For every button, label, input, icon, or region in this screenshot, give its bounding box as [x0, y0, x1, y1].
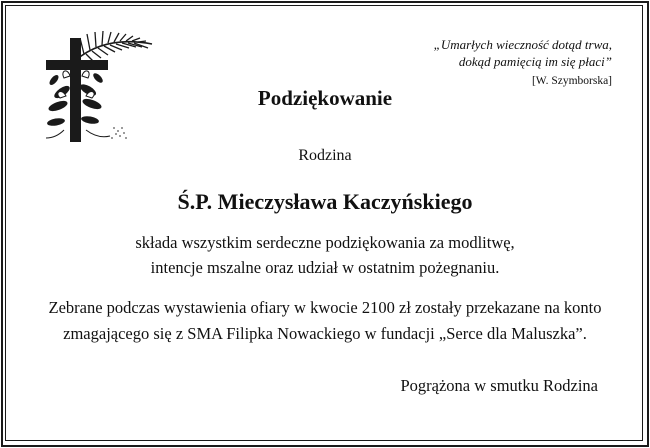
page-title: Podziękowanie — [257, 86, 393, 110]
donation-line-2: zmagającego się z SMA Filipka Nowackiego w fundacji „Serce dla Maluszka”. — [63, 324, 587, 343]
quote-line-2: dokąd pamięcią im się płaci” — [458, 54, 612, 69]
donation-line-1: Zebrane podczas wystawienia ofiary w kwocie 2100 zł zostały przekazane na konto — [48, 298, 602, 317]
deceased-name: Ś.P. Mieczysława Kaczyńskiego — [177, 189, 473, 214]
quote-line-1: „Umarłych wieczność dotąd trwa, — [433, 37, 612, 52]
signature: Pogrążona w smutku Rodzina — [400, 376, 598, 395]
quote-author: [W. Szymborska] — [531, 75, 612, 87]
thanks-line-2: intencje mszalne oraz udział w ostatnim pożegnaniu. — [150, 258, 500, 277]
epigraph-quote — [434, 36, 612, 90]
family-label: Rodzina — [298, 147, 352, 164]
heading-container — [0, 86, 650, 111]
thanks-line-1: składa wszystkim serdeczne podziękowania za modlitwę, — [135, 233, 515, 252]
